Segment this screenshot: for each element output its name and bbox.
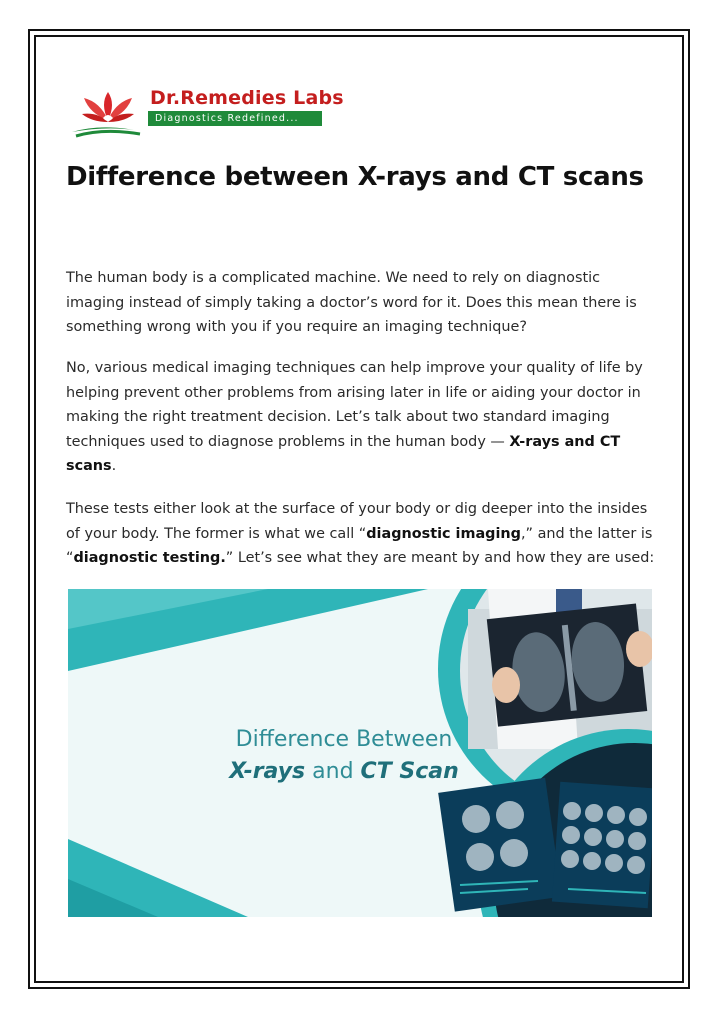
paragraph-tests — [66, 497, 656, 571]
article-banner-image — [68, 589, 652, 917]
paragraph-techniques — [66, 356, 656, 479]
paragraph-techniques-text: No, various medical imaging techniques can help improve your quality of life by helping prevent other problems from arising later in life or aiding your doctor in making the right treatment decision. Let’s talk about two standard imaging techniques used to diagnose problems in the human body — — [66, 360, 643, 450]
paragraph-tests-part-a: These tests either look at the surface of your body or dig deeper into the insides of your body. The former is what we call “ — [66, 501, 648, 542]
company-logo — [70, 84, 344, 140]
banner-heading — [224, 724, 464, 788]
highlight-diagnostic-imaging: diagnostic imaging — [366, 525, 521, 542]
paragraph-techniques-end: . — [111, 458, 117, 474]
banner-and: and — [305, 759, 361, 784]
banner-xrays: X-rays — [229, 759, 306, 784]
paragraph-tests-part-c: ” Let’s see what they are meant by and how they are used: — [225, 550, 655, 566]
banner-ct-scan: CT Scan — [360, 759, 459, 784]
brand-tagline: Diagnostics Redefined... — [148, 111, 322, 126]
paragraph-tests-part-b: ,” and the latter is “ — [66, 525, 653, 566]
highlight-xrays-ct: X-rays and CT scans — [66, 433, 621, 474]
banner-heading-line2 — [224, 756, 464, 788]
banner-heading-line1: Difference Between — [235, 727, 453, 752]
brand-name: Dr.Remedies Labs — [150, 87, 344, 109]
lotus-icon — [70, 84, 148, 140]
article-title: Difference between X-rays and CT scans — [66, 162, 644, 192]
paragraph-intro: The human body is a complicated machine. We need to rely on diagnostic imaging instead of simply taking a doctor’s word for it. Does this mean there is something wrong with you if you require an imaging technique? — [66, 270, 637, 335]
highlight-diagnostic-testing: diagnostic testing. — [73, 550, 226, 566]
